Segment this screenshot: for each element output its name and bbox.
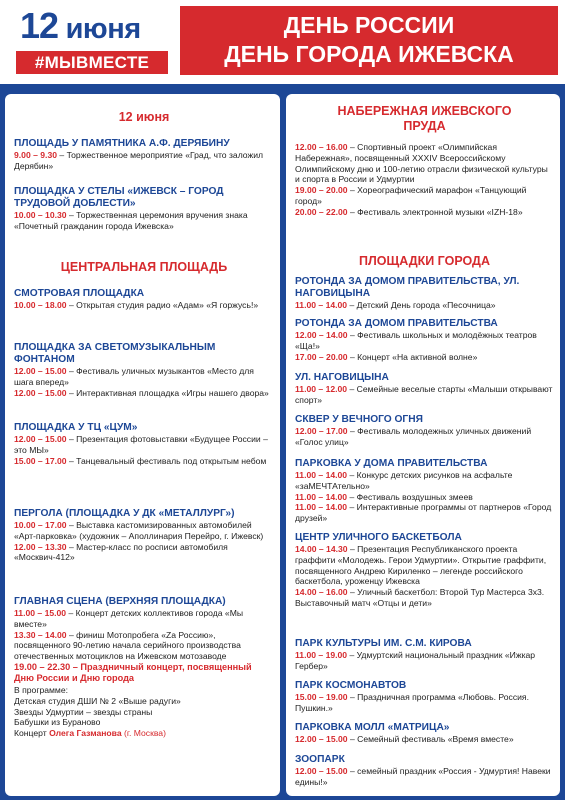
- cosmonauts-section: [295, 680, 554, 714]
- date-block: [8, 6, 166, 76]
- event-time: 11.00 – 14.00: [295, 470, 348, 480]
- gov-parking-section: [295, 458, 554, 524]
- venue-title: ПЛОЩАДЬ У ПАМЯТНИКА А.Ф. ДЕРЯБИНУ: [14, 138, 230, 149]
- concert-city: (г. Москва): [121, 728, 166, 739]
- central-heading-block: [14, 260, 274, 275]
- event-text: – Праздничная программа «Любовь. Россия. Пушкин.»: [295, 692, 529, 713]
- event-text: – Интерактивная площадка «Игры нашего двора»: [66, 387, 269, 398]
- event-time: 11.00 – 15.00: [14, 608, 67, 618]
- pergola-section: [14, 508, 274, 563]
- event-text: – Открытая студия радио «Адам» «Я горжусь!»: [66, 300, 259, 310]
- event-time: 9.00 – 9.30: [14, 150, 58, 160]
- left-column: [5, 94, 280, 796]
- title-banner: [180, 6, 558, 75]
- venue-title: ПЛОЩАДКА ЗА СВЕТОМУЗЫКАЛЬНЫМ ФОНТАНОМ: [14, 342, 216, 365]
- event-time: 12.00 – 14.00: [295, 330, 348, 340]
- embankment-section: [295, 142, 554, 218]
- event-line: [295, 492, 554, 503]
- derjabin-section: [14, 138, 274, 172]
- rotunda-nag-section: [295, 276, 554, 311]
- event-line: [14, 388, 274, 399]
- event-text: – Торжественное мероприятие «Град, что заложил Дерябин»: [14, 150, 264, 171]
- rotunda-gov-section: [295, 318, 554, 362]
- venue-title: ПАРК КУЛЬТУРЫ ИМ. С.М. КИРОВА: [295, 638, 472, 649]
- tsum-section: [14, 422, 274, 466]
- venue-title: ПЛОЩАДКА У ТЦ «ЦУМ»: [14, 422, 138, 433]
- event-text: – Концерт детских коллективов города «Мы вместе»: [14, 608, 244, 629]
- venue-title: ПАРКОВКА МОЛЛ «МАТРИЦА»: [295, 722, 450, 733]
- embankment-heading-block: [325, 104, 524, 134]
- event-text: – Мастер-класс по росписи автомобиля «Москвич-412»: [14, 541, 228, 563]
- event-text: – Спортивный проект «Олимпийская Набережная», посвященный XXXIV Всероссийскому Олимпийскому дню и 100-летию отрасли физической культуры и спорта в России и Удмуртии: [295, 142, 548, 185]
- venue-title: ПАРК КОСМОНАВТОВ: [295, 680, 407, 691]
- event-text: – Концерт «На активной волне»: [347, 351, 478, 362]
- event-line: [14, 542, 274, 564]
- event-time: 12.00 – 13.30: [14, 541, 67, 552]
- hashtag-badge: #МЫВМЕСТЕ: [16, 51, 168, 74]
- venue-title: ПАРКОВКА У ДОМА ПРАВИТЕЛЬСТВА: [295, 458, 488, 469]
- fountain-section: [14, 342, 274, 398]
- nagovitsyna-section: [295, 372, 554, 406]
- concert-name: Олега Газманова: [49, 728, 122, 739]
- event-text: – Выставка кастомизированных автомобилей «Арт-парковка» (художник – Аполлинария Перейро, г. Ижевск): [14, 520, 264, 541]
- event-line: [14, 150, 274, 172]
- date-label: [20, 5, 141, 47]
- event-text: – Фестиваль воздушных змеев: [347, 491, 473, 502]
- concert-line: [14, 728, 274, 739]
- event-time: 11.00 – 19.00: [295, 650, 348, 660]
- event-time: 11.00 – 12.00: [295, 384, 348, 394]
- city-heading-block: [295, 254, 554, 269]
- zoo-section: [295, 754, 554, 788]
- fire-square-section: [295, 414, 554, 448]
- event-time: 12.00 – 15.00: [295, 734, 348, 744]
- event-line: [14, 608, 274, 630]
- event-text: – Хореографический марафон «Танцующий город»: [295, 185, 527, 206]
- date-day: 12: [20, 5, 59, 46]
- event-time: 12.00 – 15.00: [14, 434, 67, 444]
- venue-title: ГЛАВНАЯ СЦЕНА (ВЕРХНЯЯ ПЛОЩАДКА): [14, 596, 226, 607]
- event-time: 17.00 – 20.00: [295, 351, 348, 362]
- venue-title: РОТОНДА ЗА ДОМОМ ПРАВИТЕЛЬСТВА, УЛ. НАГОВИЦЫНА: [295, 276, 520, 299]
- event-line: [14, 630, 274, 662]
- event-line: [295, 185, 554, 207]
- event-text: – Презентация Республиканского проекта граффити «Молодежь. Герои Удмуртии». Открытие граффити, посвященного Андрею Кириленко – легенде российского баскетбола, уроженцу Ижевска: [295, 544, 547, 587]
- event-time: 20.00 – 22.00: [295, 206, 348, 217]
- program-item: Звезды Удмуртии – звезды страны: [14, 706, 153, 717]
- event-time: 12.00 – 15.00: [295, 766, 348, 776]
- event-text: – Удмуртский национальный праздник «Ижкар Гербер»: [295, 650, 536, 671]
- event-text: – Семейный фестиваль «Время вместе»: [347, 734, 514, 744]
- venue-title: УЛ. НАГОВИЦЫНА: [295, 372, 389, 383]
- headline-text: – Праздничный концерт, посвященный Дню России и Дню города: [14, 661, 252, 684]
- city-venues-heading: ПЛОЩАДКИ ГОРОДА: [358, 254, 490, 268]
- event-time: 19.00 – 20.00: [295, 185, 348, 196]
- event-time: 12.00 – 16.00: [295, 142, 348, 152]
- event-line: [295, 587, 554, 609]
- event-line: [295, 544, 554, 587]
- matrix-section: [295, 722, 554, 745]
- event-time: 15.00 – 17.00: [14, 455, 67, 466]
- event-time: 10.00 – 10.30: [14, 210, 67, 220]
- event-text: – Фестиваль молодежных уличных движений «Голос улиц»: [295, 426, 532, 447]
- event-time: 12.00 – 15.00: [14, 387, 67, 398]
- venue-title: ПЛОЩАДКА У СТЕЛЫ «ИЖЕВСК – ГОРОД ТРУДОВОЙ ДОБЛЕСТИ»: [14, 186, 224, 209]
- event-line: [295, 470, 554, 492]
- event-time: 12.00 – 15.00: [14, 366, 67, 376]
- event-text: – Семейные веселые старты «Малыши открывают спорт»: [295, 384, 553, 405]
- event-line: [14, 210, 274, 232]
- event-text: – Презентация фотовыставки «Будущее России – это МЫ»: [14, 434, 268, 455]
- event-time: 12.00 – 17.00: [295, 426, 348, 436]
- event-line: [295, 300, 554, 311]
- event-text: – финиш Мотопробега «Za Россию», посвященного 90-летию начала серийного производства отечественных мотоциклов на Ижевском мотозаводе: [14, 629, 241, 662]
- event-line: [295, 352, 554, 363]
- title-line-1: ДЕНЬ РОССИИ: [283, 12, 455, 38]
- stela-section: [14, 186, 274, 232]
- event-text: – Фестиваль электронной музыки «IZH-18»: [347, 206, 523, 217]
- program-label: В программе:: [14, 684, 69, 695]
- venue-title: ПЕРГОЛА (ПЛОЩАДКА У ДК «МЕТАЛЛУРГ»): [14, 508, 235, 519]
- event-line: [14, 366, 274, 388]
- event-text: – Уличный баскетбол: Второй Тур Мастерса 3х3. Выставочный матч «Отцы и дети»: [295, 587, 545, 608]
- kirov-park-section: [295, 638, 554, 672]
- venue-title: РОТОНДА ЗА ДОМОМ ПРАВИТЕЛЬСТВА: [295, 318, 498, 329]
- event-time: 11.00 – 14.00: [295, 491, 348, 502]
- event-time: 13.30 – 14.00: [14, 629, 67, 640]
- title-line-2: ДЕНЬ ГОРОДА ИЖЕВСКА: [224, 41, 514, 67]
- central-square-heading: ЦЕНТРАЛЬНАЯ ПЛОЩАДЬ: [60, 260, 228, 274]
- event-line: [14, 456, 274, 467]
- basketball-section: [295, 532, 554, 609]
- headline-time: 19.00 – 22.30: [14, 661, 71, 672]
- event-text: – Фестиваль школьных и молодёжных театров «Ща!»: [295, 330, 537, 351]
- day-heading: 12 июня: [118, 110, 170, 124]
- event-line: [14, 434, 274, 456]
- event-time: 14.00 – 14.30: [295, 544, 348, 554]
- event-line: [295, 384, 554, 406]
- venue-title: ЦЕНТР УЛИЧНОГО БАСКЕТБОЛА: [295, 532, 462, 543]
- concert-prefix: Концерт: [14, 728, 50, 739]
- event-text: – Детский День города «Песочница»: [347, 300, 496, 310]
- event-text: – Конкурс детских рисунков на асфальте «заМЕЧТАтельно»: [295, 470, 513, 491]
- event-time: 11.00 – 14.00: [295, 502, 348, 513]
- event-line: [295, 426, 554, 448]
- smotrovaya-section: [14, 288, 274, 311]
- event-time: 15.00 – 19.00: [295, 692, 348, 702]
- event-line: [295, 650, 554, 672]
- event-line: [295, 207, 554, 218]
- date-month: июня: [65, 13, 141, 45]
- event-text: – Интерактивные программы от партнеров «Город друзей»: [295, 502, 552, 524]
- venue-title: СКВЕР У ВЕЧНОГО ОГНЯ: [295, 414, 423, 425]
- event-line: [295, 502, 554, 524]
- event-line: [295, 766, 554, 788]
- event-time: 10.00 – 17.00: [14, 520, 67, 530]
- event-time: 14.00 – 16.00: [295, 587, 348, 598]
- program-item: Бабушки из Бураново: [14, 717, 101, 728]
- event-text: – семейный праздник «Россия - Удмуртия! Навеки едины!»: [295, 766, 551, 787]
- event-line: [14, 300, 274, 311]
- event-line: [295, 142, 554, 185]
- venue-title: ЗООПАРК: [295, 754, 345, 765]
- venue-title: СМОТРОВАЯ ПЛОЩАДКА: [14, 288, 145, 299]
- embankment-heading: НАБЕРЕЖНАЯ ИЖЕВСКОГО ПРУДА: [337, 104, 512, 133]
- event-time: 10.00 – 18.00: [14, 300, 67, 310]
- event-time: 11.00 – 14.00: [295, 300, 348, 310]
- event-line: [295, 734, 554, 745]
- event-text: – Танцевальный фестиваль под открытым небом: [66, 455, 267, 466]
- program-item: Детская студия ДШИ № 2 «Выше радуги»: [14, 695, 181, 706]
- event-line: [295, 330, 554, 352]
- event-text: – Торжественная церемония вручения знака «Почетный гражданин города Ижевска»: [14, 210, 248, 231]
- event-line: [14, 520, 274, 542]
- date-heading-block: [14, 110, 274, 125]
- event-text: – Фестиваль уличных музыкантов «Место для шага вперед»: [14, 366, 254, 387]
- main-stage-section: [14, 596, 274, 739]
- right-column: [286, 94, 560, 796]
- headline-event: [14, 662, 274, 685]
- event-line: [295, 692, 554, 714]
